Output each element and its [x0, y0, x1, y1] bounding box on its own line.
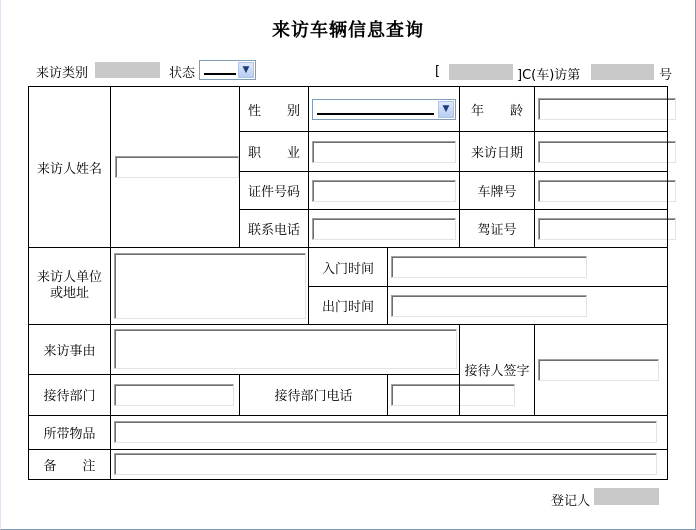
items-input[interactable]	[114, 421, 657, 443]
company-label: 来访人单位 或地址	[29, 248, 111, 324]
age-input[interactable]	[538, 98, 676, 120]
items-label: 所带物品	[29, 415, 111, 449]
visitor-form-table	[28, 86, 668, 480]
entry-time-input[interactable]	[391, 256, 587, 278]
gender-label: 性 别	[240, 87, 309, 132]
id-number-label: 证件号码	[240, 172, 309, 210]
exit-time-label: 出门时间	[309, 287, 388, 324]
status-select[interactable]	[199, 60, 256, 80]
registrar-label: 登记人	[551, 494, 591, 509]
occupation-input[interactable]	[312, 141, 456, 163]
reason-label: 来访事由	[29, 324, 111, 374]
company-address-textarea[interactable]	[114, 253, 306, 319]
plate-number-label: 车牌号	[460, 172, 535, 210]
record-year-value	[449, 64, 513, 80]
entry-time-label: 入门时间	[309, 248, 388, 287]
reason-textarea[interactable]	[114, 329, 457, 369]
exit-time-input[interactable]	[391, 295, 587, 317]
visitor-name-label: 来访人姓名	[29, 87, 111, 248]
visit-type-label: 来访类别	[36, 66, 89, 81]
status-label: 状态	[169, 66, 196, 81]
record-number-value	[591, 64, 654, 80]
receptionist-signature-input[interactable]	[538, 359, 659, 381]
dept-phone-input[interactable]	[391, 384, 515, 406]
dept-phone-label: 接待部门电话	[240, 374, 388, 415]
remarks-input[interactable]	[114, 453, 657, 475]
registrar-value	[594, 488, 659, 505]
record-code-label: ]C(车)访第	[517, 68, 581, 83]
chevron-down-icon[interactable]: ▼	[238, 62, 254, 78]
visit-date-input[interactable]	[538, 141, 676, 163]
bracket-open: [	[435, 64, 441, 79]
remarks-label: 备 注	[29, 449, 111, 479]
visit-type-value	[95, 62, 160, 78]
dept-label: 接待部门	[29, 374, 111, 415]
plate-number-input[interactable]	[538, 180, 676, 202]
visit-date-label: 来访日期	[460, 132, 535, 172]
id-number-input[interactable]	[312, 180, 456, 202]
phone-input[interactable]	[312, 218, 456, 240]
occupation-label: 职 业	[240, 132, 309, 172]
receptionist-signature-label: 接待人签字	[460, 324, 535, 415]
age-label: 年 龄	[460, 87, 535, 132]
phone-label: 联系电话	[240, 210, 309, 248]
page-title: 来访车辆信息查询	[272, 20, 424, 41]
license-label: 驾证号	[460, 210, 535, 248]
chevron-down-icon[interactable]: ▼	[438, 101, 454, 118]
visitor-name-input[interactable]	[115, 156, 239, 178]
license-input[interactable]	[538, 218, 676, 240]
gender-select[interactable]	[312, 99, 456, 120]
number-suffix: 号	[659, 68, 673, 83]
dept-input[interactable]	[114, 384, 234, 406]
